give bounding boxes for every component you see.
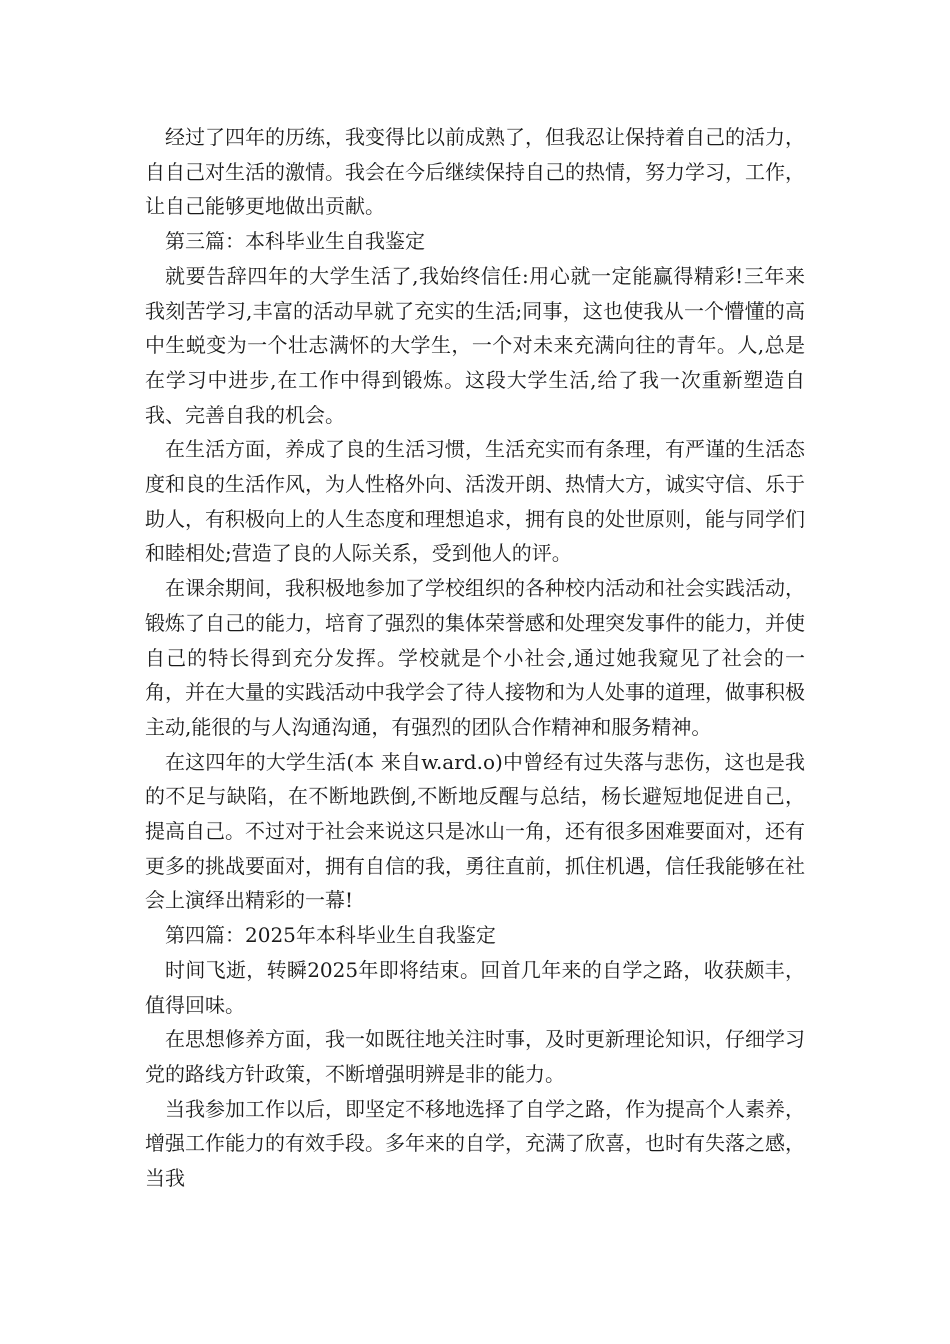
paragraph-experience: 经过了四年的历练，我变得比以前成熟了，但我忍让保持着自己的活力，自自己对生活的激情。我会在今后继续保持自己的热情，努力学习，工作，让自己能够更地做出贡献。 — [145, 125, 805, 219]
paragraph-reflection: 在这四年的大学生活(本 来自w.ard.o)中曾经有过失落与悲伤，这也是我的不足与缺陷，在不断地跌倒,不断地反醒与总结，杨长避短地促进自己，提高自己。不过对于社会来说这只是冰山一角，还有很多困难要面对，还有更多的挑战要面对，拥有自信的我，勇往直前，抓住机遇，信任我能够在社会上演绎出精彩的一幕! — [145, 749, 805, 913]
paragraph-life: 在生活方面，养成了良的生活习惯，生活充实而有条理，有严谨的生活态度和良的生活作风，为人性格外向、活泼开朗、热情大方，诚实守信、乐于助人，有积极向上的人生态度和理想追求，拥有良的处世原则，能与同学们和睦相处;营造了良的人际关系，受到他人的评。 — [145, 437, 805, 566]
paragraph-ideology: 在思想修养方面，我一如既往地关注时事，及时更新理论知识，仔细学习党的路线方针政策，不断增强明辨是非的能力。 — [145, 1027, 805, 1086]
section-heading-3: 第三篇：本科毕业生自我鉴定 — [165, 229, 425, 254]
section-heading-4: 第四篇：2025年本科毕业生自我鉴定 — [165, 923, 496, 948]
document-body — [145, 120, 805, 1196]
paragraph-self-study: 当我参加工作以后，即坚定不移地选择了自学之路，作为提高个人素养，增强工作能力的有效手段。多年来的自学，充满了欣喜，也时有失落之感，当我 — [145, 1096, 805, 1191]
paragraph-activities: 在课余期间，我积极地参加了学校组织的各种校内活动和社会实践活动，锻炼了自己的能力，培育了强烈的集体荣誉感和处理突发事件的能力，并使自己的特长得到充分发挥。学校就是个小社会,通过她我窥见了社会的一角，并在大量的实践活动中我学会了待人接物和为人处事的道理，做事积极主动,能很的与人沟通沟通，有强烈的团队合作精神和服务精神。 — [145, 576, 805, 739]
paragraph-time: 时间飞逝，转瞬2025年即将结束。回首几年来的自学之路，收获颇丰，值得回味。 — [145, 957, 805, 1017]
paragraph-farewell: 就要告辞四年的大学生活了,我始终信任:用心就一定能赢得精彩!三年来我刻苦学习,丰富的活动早就了充实的生活;同事，这也使我从一个懵懂的高中生蜕变为一个壮志满怀的大学生，一个对未来充满向往的青年。人,总是在学习中进步,在工作中得到锻炼。这段大学生活,给了我一次重新塑造自我、完善自我的机会。 — [145, 263, 805, 427]
